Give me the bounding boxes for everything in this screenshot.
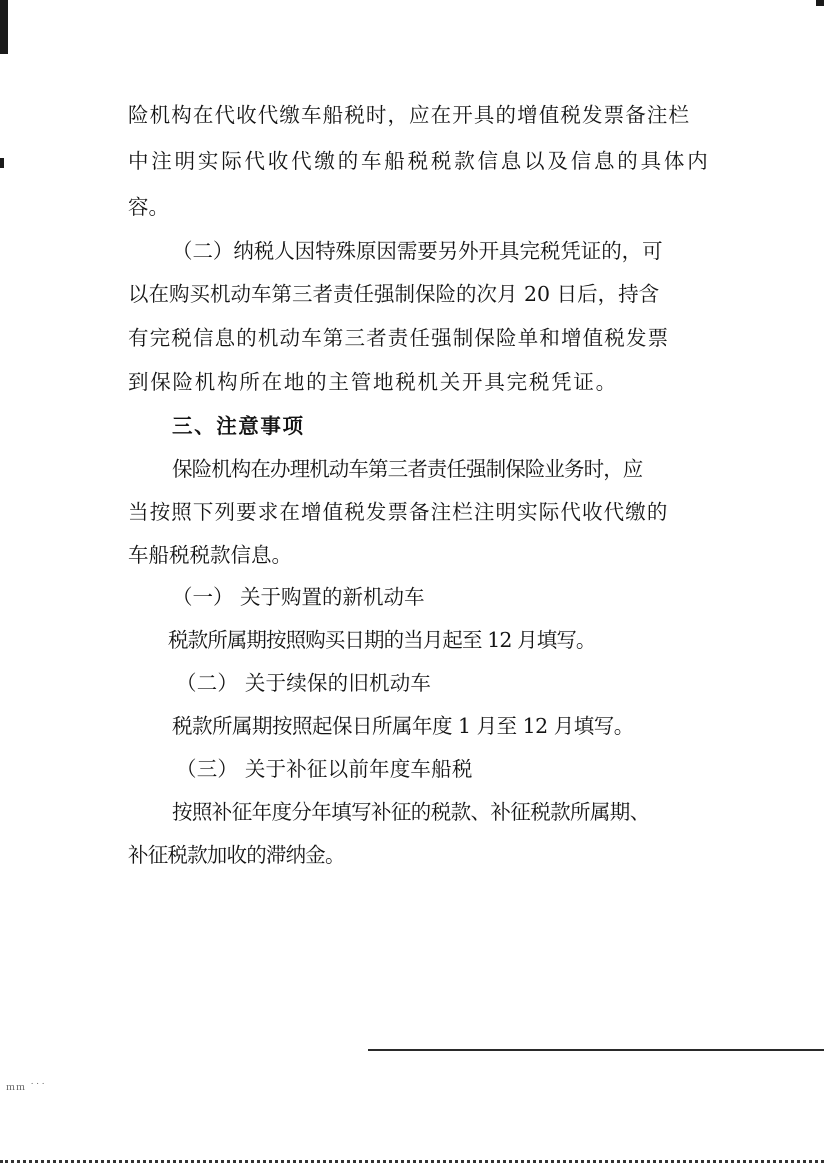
scan-edge-mark-left-top [0, 0, 8, 54]
body-line-7: 到保险机构所在地的主管地税机关开具完税凭证。 [128, 370, 618, 394]
scan-edge-mark-left-mid [0, 158, 4, 168]
body-line-3: 容。 [128, 195, 169, 219]
body-line-15: 税款所属期按照起保日所属年度 1 月至 12 月填写。 [172, 714, 634, 738]
subheading-back-tax: （三） 关于补征以前年度车船税 [176, 757, 473, 781]
section-heading-notes: 三、注意事项 [172, 414, 305, 438]
body-line-13: 税款所属期按照购买日期的当月起至 12 月填写。 [168, 628, 596, 652]
scan-rule-upper [368, 1049, 824, 1051]
scan-rule-bottom [0, 1160, 824, 1163]
scan-footer-mark: ｍｍ ˙˙˙ [6, 1083, 47, 1093]
body-line-6: 有完税信息的机动车第三者责任强制保险单和增值税发票 [128, 326, 670, 350]
body-line-5: 以在购买机动车第三者责任强制保险的次月 20 日后，持含 [128, 282, 660, 306]
body-line-17: 按照补征年度分年填写补征的税款、补征税款所属期、 [172, 800, 650, 824]
body-line-4: （二）纳税人因特殊原因需要另外开具完税凭证的，可 [172, 239, 663, 263]
body-line-10: 当按照下列要求在增值税发票备注栏注明实际代收代缴的 [128, 500, 669, 524]
subheading-renewal-vehicle: （二） 关于续保的旧机动车 [176, 671, 432, 695]
body-line-9: 保险机构在办理机动车第三者责任强制保险业务时，应 [172, 457, 643, 481]
body-line-18: 补征税款加收的滞纳金。 [128, 843, 345, 867]
subheading-new-vehicle: （一） 关于购置的新机动车 [172, 585, 425, 609]
body-line-1: 险机构在代收代缴车船税时，应在开具的增值税发票备注栏 [128, 103, 691, 127]
body-line-11: 车船税税款信息。 [128, 543, 292, 567]
scan-edge-mark-right-top [816, 0, 824, 6]
body-line-2: 中注明实际代收代缴的车船税税款信息以及信息的具体内 [128, 149, 711, 173]
